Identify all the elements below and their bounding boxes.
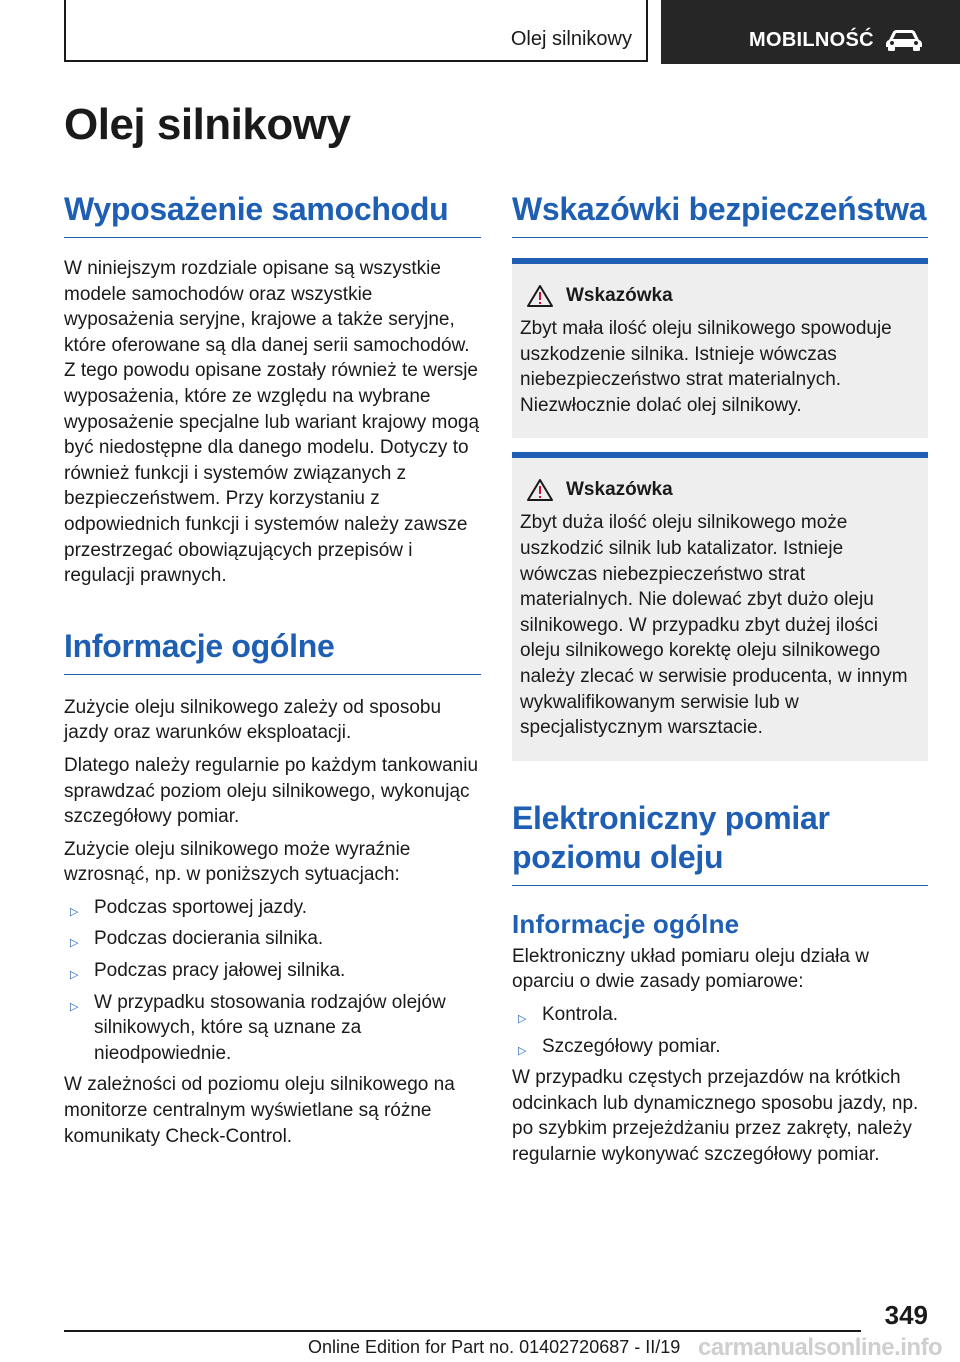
page-number: 349 [884,1300,928,1330]
section-label: MOBILNOŚĆ [749,29,874,51]
bullet-triangle-icon: ▷ [518,1012,527,1025]
heading-equipment: Wyposażenie samochodu [64,190,481,238]
bullet-triangle-icon: ▷ [70,969,79,982]
bullet-triangle-icon: ▷ [70,905,79,918]
subheading-general-info: Informacje ogólne [512,908,740,939]
list-item: ▷ Podczas pracy jałowej silnika. [64,958,481,984]
warning-text: Zbyt mała ilość oleju silnikowego spowoduje uszkodzenie silnika. Istnieje wówczas niebezpieczeństwo strat materialnych. Niezwłocznie dolać olej silnikowy. [520,318,892,416]
watermark-logo: carmanualsonline.info [698,1334,943,1361]
measurement-paragraph-2: W przypadku częstych przejazdów na krótkich odcinkach lub dynamicznego sposobu jazdy, np. po szybkim przejeżdżaniu przez zakręty, należy regularnie wykonywać szczegółowy pomiar. [512,1067,919,1165]
equipment-paragraph: W niniejszym rozdziale opisane są wszystkie modele samochodów oraz wszystkie wyposażenia seryjne, krajowe a także seryjne, które oferowane są dla danej serii samochodów. Z tego powodu opisane zostały również te wersje wyposażenia, które ze względu na wybrane wyposażenie specjalne lub wariant krajowy mogą być niedostępne dla danego modelu. Dotyczy to również funkcji i systemów związanych z bezpieczeństwem. Przy korzystaniu z odpowiednich funkcji i systemów należy zawsze przestrzegać obowiązujących przepisów i regulacji prawnych. [64,258,480,587]
general-paragraph-4: W zależności od poziomu oleju silnikowego na monitorze centralnym wyświetlane są różne komunikaty Check-Control. [64,1074,455,1147]
left-column [64,190,481,1149]
list-item: ▷ Podczas sportowej jazdy. [64,895,481,921]
general-paragraph-2: Dlatego należy regularnie po każdym tankowaniu sprawdzać poziom oleju silnikowego, wykonując szczegółowy pomiar. [64,754,479,828]
list-item: ▷ W przypadku stosowania rodzajów olejów silnikowych, które są uznane za nieodpowiednie. [70,991,446,1064]
warning-box-2 [512,452,928,760]
warning-text: Zbyt duża ilość oleju silnikowego może uszkodzić silnik lub katalizator. Istnieje wówczas niebezpieczeństwo strat materialnych. Nie dolewać zbyt dużo oleju silnikowego. W przypadku zbyt dużej ilości oleju silnikowego korektę oleju silnikowego należy zlecać w serwisie producenta, w innym wykwalifikowanym serwisie lub w specjalistycznym warsztacie. [520,512,908,739]
page-title: Olej silnikowy [64,100,351,149]
right-column [512,190,928,1167]
bullet-triangle-icon: ▷ [70,937,79,950]
chapter-title: Olej silnikowy [510,28,632,50]
bullet-triangle-icon: ▷ [518,1044,527,1057]
list-item: ▷ Podczas docierania silnika. [64,926,481,952]
warning-triangle-icon [526,478,554,502]
warning-title: Wskazówka [566,285,673,306]
heading-general-info: Informacje ogólne [64,627,481,675]
warning-triangle-icon [526,284,554,308]
warning-box-1 [512,258,928,438]
list-item: ▷ Szczegółowy pomiar. [512,1034,928,1060]
heading-safety-notes: Wskazówki bezpieczeństwa [512,190,928,238]
measurement-principles-list [512,1002,928,1059]
warning-title: Wskazówka [566,479,673,501]
heading-electronic-measurement: Elektroniczny pomiar poziomu oleju [512,799,928,886]
list-item: ▷ Kontrola. [512,1002,928,1028]
edition-note: Online Edition for Part no. 01402720687 - II/19 [308,1337,681,1357]
car-icon [884,27,924,51]
measurement-paragraph-1: Elektroniczny układ pomiaru oleju działa w oparciu o dwie zasady pomiarowe: [512,945,869,993]
footer-divider [64,1330,861,1332]
header-section-box [661,0,960,64]
header-chapter-box [64,0,648,62]
bullet-triangle-icon: ▷ [70,1000,79,1013]
general-paragraph-3: Zużycie oleju silnikowego może wyraźnie wzrosnąć, np. w poniższych sytuacjach: [64,838,411,886]
oil-consumption-list [64,895,481,1067]
general-paragraph-1: Zużycie oleju silnikowego zależy od sposobu jazdy oraz warunków eksploatacji. [64,696,442,744]
